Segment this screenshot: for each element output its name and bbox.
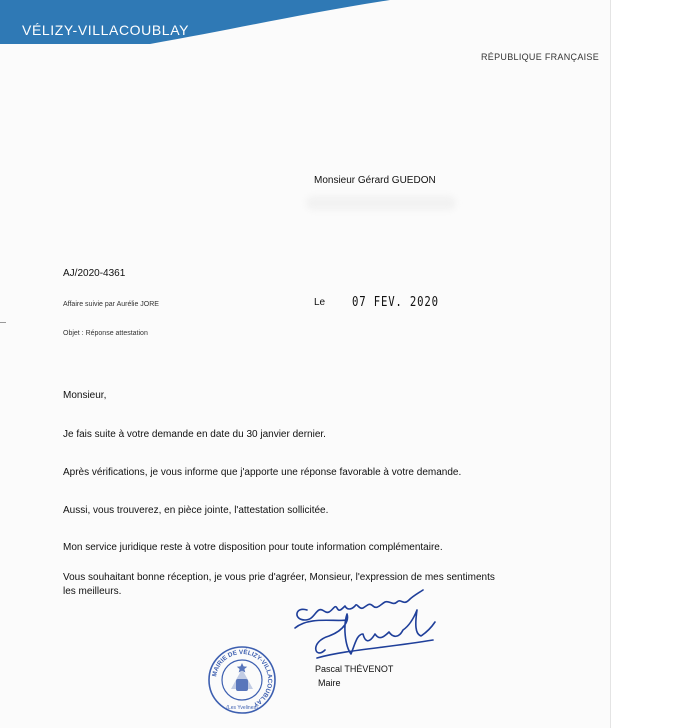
date-prefix: Le (314, 297, 326, 308)
paragraph-5-line-1: Vous souhaitant bonne réception, je vous prie d'agréer, Monsieur, l'expression de mes sentiments (63, 572, 495, 583)
recipient-name: Monsieur Gérard GUEDON (314, 175, 436, 186)
redacted-address (306, 196, 456, 210)
subject-line: Objet : Réponse attestation (63, 330, 148, 337)
salutation: Monsieur, (63, 390, 107, 401)
paragraph-4: Mon service juridique reste à votre disposition pour toute information complémentaire. (63, 542, 443, 553)
handled-by: Affaire suivie par Aurélie JORE (63, 301, 159, 308)
city-name: VÉLIZY-VILLACOUBLAY (22, 22, 190, 38)
date-stamp: 07 FEV. 2020 (352, 295, 439, 310)
paragraph-3: Aussi, vous trouverez, en pièce jointe, l'attestation sollicitée. (63, 505, 329, 516)
svg-text:(Les Yvelines): (Les Yvelines) (226, 705, 258, 711)
signatory-name: Pascal THÉVENOT (315, 664, 394, 674)
mairie-seal (207, 645, 277, 715)
handwritten-signature (285, 580, 445, 670)
reference-number: AJ/2020-4361 (63, 268, 126, 279)
paragraph-5-line-2: les meilleurs. (63, 586, 122, 597)
svg-text:MAIRIE DE VÉLIZY-VILLACOUBLAY: MAIRIE DE VÉLIZY-VILLACOUBLAY (211, 648, 274, 708)
paragraph-2: Après vérifications, je vous informe que j'apporte une réponse favorable à votre demande. (63, 467, 462, 478)
republique-francaise-label: RÉPUBLIQUE FRANÇAISE (481, 52, 600, 62)
signatory-title: Maire (318, 678, 341, 688)
fold-mark (0, 322, 6, 323)
paragraph-1: Je fais suite à votre demande en date du 30 janvier dernier. (63, 429, 326, 440)
